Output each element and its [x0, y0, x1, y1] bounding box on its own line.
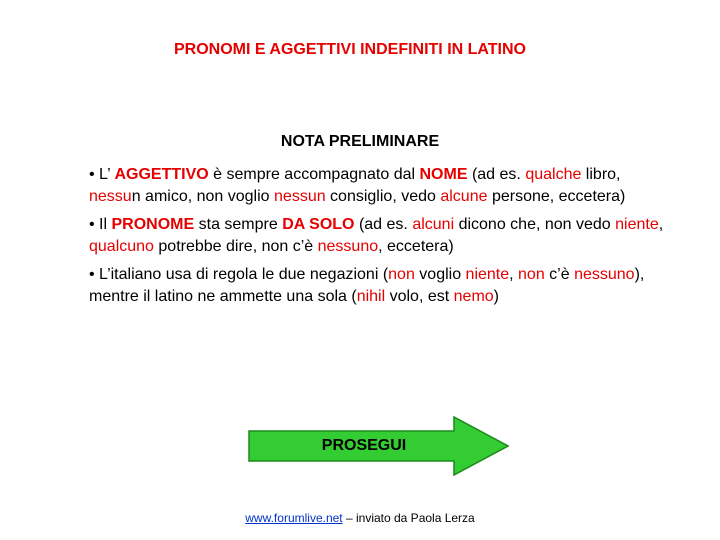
bullet-text: sta sempre	[194, 216, 283, 233]
bullet-text: • L’	[89, 166, 115, 183]
bullet-text: libro,	[581, 166, 621, 183]
bullet-text: • Il	[89, 216, 112, 233]
bullet-text: • L’italiano usa di regola le due negazioni (	[89, 266, 389, 283]
bullet-item	[89, 164, 669, 208]
bullet-text: ), mentre il latino ne ammette una sola (	[89, 266, 645, 305]
slide-title: PRONOMI E AGGETTIVI INDEFINITI IN LATINO	[174, 41, 526, 58]
bullet-text: n amico, non voglio	[131, 188, 275, 205]
bullet-text: )	[493, 288, 499, 305]
bullet-text: ,	[658, 216, 664, 233]
bullet-text: PRONOME	[111, 216, 195, 233]
bullet-text: volo, est	[385, 288, 454, 305]
bullet-text: nihil	[356, 288, 386, 305]
prosegui-button[interactable]	[248, 416, 510, 476]
bullet-text: nessuno	[574, 266, 635, 283]
bullet-text: nessuno	[317, 238, 379, 255]
bullet-text: , eccetera)	[378, 238, 454, 255]
bullet-text: c’è	[544, 266, 575, 283]
bullet-text: AGGETTIVO	[114, 166, 209, 183]
bullet-text: nessu	[89, 188, 132, 205]
bullet-text: (ad es.	[467, 166, 526, 183]
section-heading: NOTA PRELIMINARE	[280, 133, 440, 150]
bullet-list	[89, 164, 669, 314]
bullet-text: qualche	[525, 166, 582, 183]
bullet-text: nessun	[274, 188, 326, 205]
bullet-text: niente	[615, 216, 659, 233]
bullet-item	[89, 214, 669, 258]
bullet-text: dicono che, non vedo	[454, 216, 616, 233]
bullet-text: alcune	[440, 188, 488, 205]
forumlive-link[interactable]: www.forumlive.net	[245, 511, 343, 525]
bullet-text: niente	[465, 266, 510, 283]
bullet-text: non	[388, 266, 415, 283]
bullet-text: non	[518, 266, 545, 283]
bullet-text: ,	[509, 266, 519, 283]
footer	[0, 511, 720, 525]
bullet-text: consiglio, vedo	[325, 188, 441, 205]
bullet-text: voglio	[414, 266, 466, 283]
bullet-text: DA SOLO	[282, 216, 355, 233]
prosegui-label: PROSEGUI	[321, 437, 407, 454]
bullet-text: qualcuno	[89, 238, 154, 255]
bullet-text: NOME	[419, 166, 468, 183]
bullet-text: nemo	[453, 288, 494, 305]
bullet-item	[89, 264, 669, 308]
bullet-text: potrebbe dire, non c’è	[153, 238, 318, 255]
bullet-text: persone, eccetera)	[487, 188, 626, 205]
footer-credit: – inviato da Paola Lerza	[342, 511, 475, 525]
bullet-text: (ad es.	[354, 216, 413, 233]
bullet-text: alcuni	[412, 216, 455, 233]
bullet-text: è sempre accompagnato dal	[208, 166, 420, 183]
